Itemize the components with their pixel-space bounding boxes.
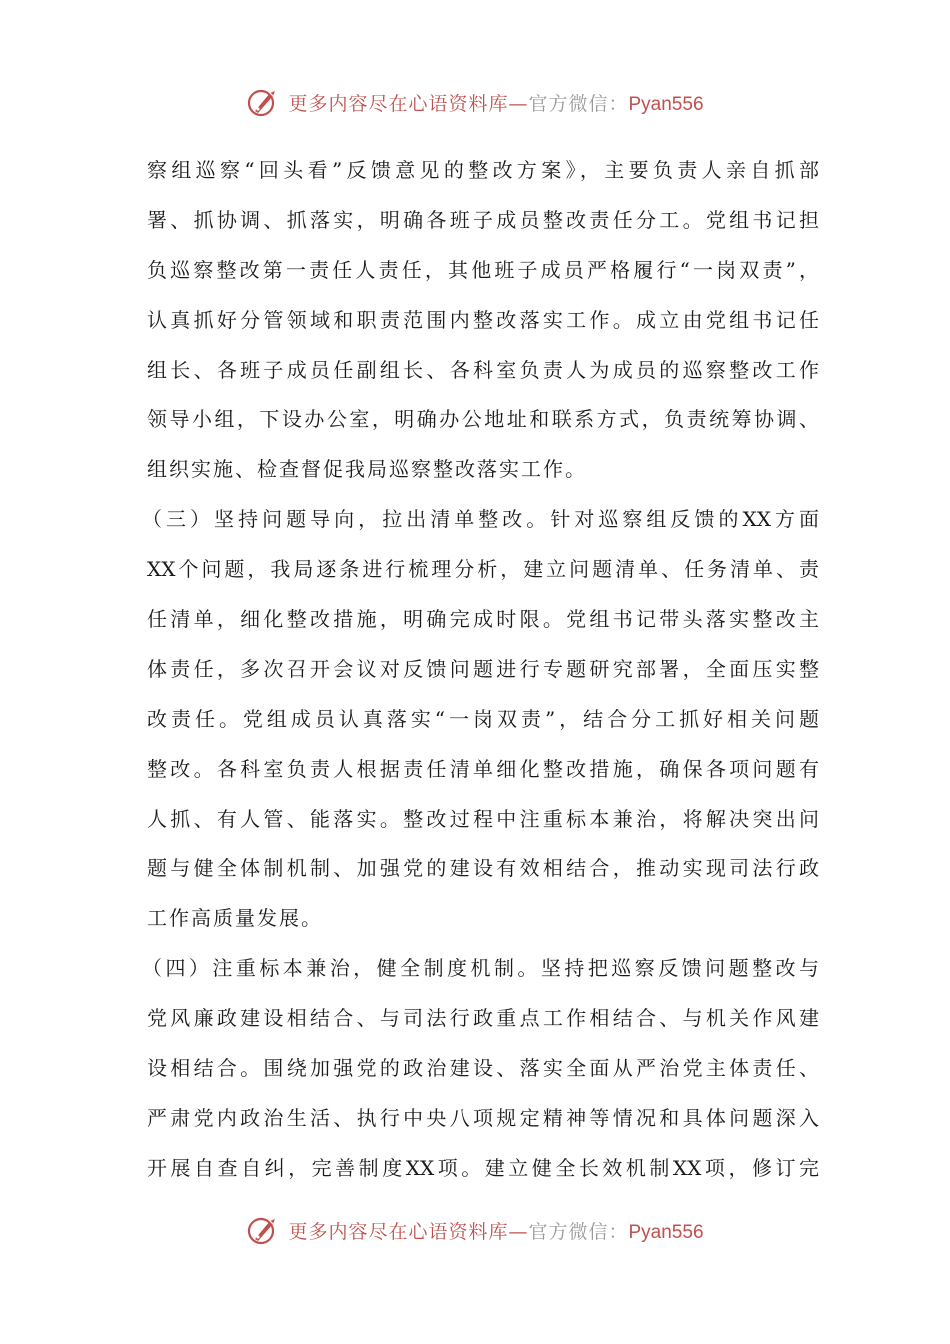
text-line: 工作高质量发展。 xyxy=(147,906,323,931)
wechat-label: 官方微信： xyxy=(528,1220,629,1243)
text-line: 负巡察整改第一责任人责任，其他班子成员严格履行“一岗双责”， xyxy=(147,257,819,282)
separator: — xyxy=(508,92,529,115)
section-heading-line: （四）注重标本兼治，健全制度机制。坚持把巡察反馈问题整改与 xyxy=(142,956,819,981)
text-line: 改责任。党组成员认真落实“一岗双责”，结合分工抓好相关问题 xyxy=(147,706,819,731)
watermark-text xyxy=(288,89,703,116)
section-heading-line: （三）坚持问题导向，拉出清单整改。针对巡察组反馈的XX方面 xyxy=(142,507,819,532)
text-line: 题与健全体制机制、加强党的建设有效相结合，推动实现司法行政 xyxy=(147,856,819,881)
wechat-label: 官方微信： xyxy=(528,92,629,115)
header-watermark-banner xyxy=(0,82,950,122)
text-line: 任清单，细化整改措施，明确完成时限。党组书记带头落实整改主 xyxy=(147,607,819,632)
text-line: 整改。各科室负责人根据责任清单细化整改措施，确保各项问题有 xyxy=(147,756,819,781)
text-line: XX个问题，我局逐条进行梳理分析，建立问题清单、任务清单、责 xyxy=(147,557,819,582)
text-line: 察组巡察“回头看”反馈意见的整改方案》，主要负责人亲自抓部 xyxy=(147,158,819,182)
text-line: 组长、各班子成员任副组长、各科室负责人为成员的巡察整改工作 xyxy=(147,357,819,382)
text-line: 开展自查自纠，完善制度XX项。建立健全长效机制XX项，修订完 xyxy=(147,1155,819,1180)
pen-nib-logo-icon xyxy=(246,1213,280,1247)
site-name: 更多内容尽在心语资料库 xyxy=(288,1220,509,1243)
text-line: 人抓、有人管、能落实。整改过程中注重标本兼治，将解决突出问 xyxy=(147,806,819,831)
document-body xyxy=(142,146,819,1194)
text-line: 体责任，多次召开会议对反馈问题进行专题研究部署，全面压实整 xyxy=(147,656,819,681)
wechat-id: Pyan556 xyxy=(628,93,704,115)
wechat-id: Pyan556 xyxy=(628,1221,704,1243)
watermark-text xyxy=(288,1217,703,1244)
text-line: 严肃党内政治生活、执行中央八项规定精神等情况和具体问题深入 xyxy=(147,1105,819,1130)
pen-nib-logo-icon xyxy=(246,85,280,119)
text-line: 设相结合。围绕加强党的政治建设、落实全面从严治党主体责任、 xyxy=(147,1056,819,1081)
site-name: 更多内容尽在心语资料库 xyxy=(288,92,509,115)
text-line: 党风廉政建设相结合、与司法行政重点工作相结合、与机关作风建 xyxy=(147,1006,819,1031)
footer-watermark-banner xyxy=(0,1210,950,1250)
text-line: 领导小组，下设办公室，明确办公地址和联系方式，负责统筹协调、 xyxy=(147,407,819,432)
text-line: 组织实施、检查督促我局巡察整改落实工作。 xyxy=(147,457,587,482)
text-line: 认真抓好分管领域和职责范围内整改落实工作。成立由党组书记任 xyxy=(147,307,819,332)
separator: — xyxy=(508,1220,529,1243)
text-line: 署、抓协调、抓落实，明确各班子成员整改责任分工。党组书记担 xyxy=(147,207,819,232)
